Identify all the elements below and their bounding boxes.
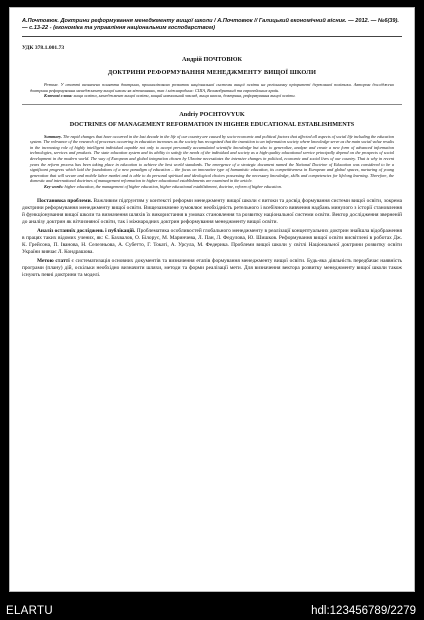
author-ua: Андрій ПОЧТОВЮК: [182, 56, 242, 63]
title-en: DOCTRINES OF MANAGEMENT REFORMATION IN HIGHER EDUCATIONAL ESTABLISHMENTS: [69, 120, 355, 128]
page-content: [22, 12, 402, 282]
paragraph-text: є систематизація основних документів та визначення етапів формування менеджменту вищої освіти. Будь-яка діяльність передбачає наявність програми (плану) дій, оскільки необхідно визначити шляхи, методи та форми реалізації мети. Для визначення вектора розвитку менеджменту вищої школи також існують певні доктрини та моделі.: [22, 258, 402, 278]
body-paragraph-problem: [22, 198, 402, 225]
udc-code: УДК 378.1.001.73: [22, 45, 65, 51]
section-divider: [22, 104, 402, 105]
paragraph-heading: Аналіз останніх досліджень і публікацій.: [37, 228, 136, 235]
keywords-ua: [30, 93, 394, 99]
viewer-footer: [0, 598, 424, 620]
article-body: [22, 198, 402, 278]
keywords-ua-text: вища освіта, менеджмент вищої освіти, вищий навчальний заклад, вища школа, доктрина, реформування вищої освіти.: [73, 93, 296, 99]
summary-en: [30, 134, 394, 184]
body-paragraph-goal: [22, 258, 402, 278]
handle-identifier: hdl:123456789/2279: [311, 605, 416, 617]
abstract-ua-text: Резюме. У статті визначено поняття доктрина, проаналізовано розвиток національної системи вищої освіти на регіонному пріоритеті державної політики. Автором досліджено доктрини реформування менеджменту вищої школи як вітчизняних, так і міжнародних: США, Великобританії та європейських країн.: [30, 82, 394, 93]
paragraph-heading: Постановка проблеми.: [37, 198, 92, 205]
keywords-en-text: higher education, the management of higher education, higher educational establishment, doctrine, reform of higher education.: [64, 183, 282, 189]
keywords-en: [30, 184, 394, 190]
title-ua: ДОКТРИНИ РЕФОРМУВАННЯ МЕНЕДЖМЕНТУ ВИЩОЇ ШКОЛИ: [107, 69, 317, 76]
body-paragraph-analysis: [22, 228, 402, 255]
paragraph-text: Проблематика особливостей глобального менеджменту в реалізації концептуальних доктрин знайшла відображення в працях таких відомих учених, як: Є. Бахвалов, О. Білорус, М. Маринчева, Л. Пан, Л. Федулова, Ю. Шишков. Реформування вищої освіти висвітлені в роботах Дж. К. Грейсона, П. Іванова, Н. Селезньова, А. Субетто, Г. Токаті, А. Урсула, М. Федерика. Проблеми вищої школи у світлі Національної доктрини розвитку освіти України вивчає Л. Кондрашова.: [22, 228, 403, 255]
author-en: Andriy POCHTOVYUK: [179, 110, 245, 118]
summary-en-text: The rapid changes that have occurred in the last decade in the life of our country are caused by socio-economic and political factors that affected all aspects of social life including the education system. The relevance of the research of processes occurring in education increases as the society has recognized that the transition to an information society where knowledge serve as the main social value results in the increasing role of highly intelligent individual capable not only to accept personally accumulated scientific knowledge but also to generalize, analyze and create a new form of advanced information technologies, services and products. The state education system and its ability to satisfy the needs of the individual and society as a high-quality educational service principally depend on the prospects of social development in the modern world. The way of European and global integration chosen by Ukraine necessitates the intensive changes in political, economic and social lives of our country. That is why in recent years the reform process has been taking place in education to achieve the best world standards. The emergence of a strategic document named the National Doctrine of Education was considered to be a significant progress which laid the foundations of a new paradigm of education – the focus on innovative type of humanistic education, its competitiveness in European and global spaces, nurturing of young generation that will secure and mobile labor market and is able to do personal spiritual and ideological choices possessing the necessary knowledge, skills and competencies for lifelong learning. Therefore, the domestic and international doctrines of management reformation in higher educational establishments are examined in the article.: [30, 133, 395, 184]
abstract-ua: [30, 82, 394, 99]
document-page: [9, 7, 415, 592]
repository-label: ELARTU: [6, 605, 53, 617]
citation-header: А.Почтовюк. Доктрини реформування менеджменту вищої школи / А.Почтовюк // Галицький економічний вісник. — 2012. — №6(39). — с.13-22 - (економіка та управління національним господарством): [22, 18, 402, 37]
summary-en-label: Summary.: [44, 133, 62, 139]
paragraph-heading: Метою статті: [37, 258, 70, 265]
paragraph-text: Важливим підґрунтям у контексті реформи менеджменту вищої школи є витоки та досвід формування системи вищої освіти, зокрема доктрини реформування менеджменту вищої освіти. Вищезазначене зумовлює необхідність ретельного і всебічного вивчення надбань минулого з історії становлення й функціонування вищої школи та визначення шляхів їх використання в умовах становлення та розвитку національної системи освіти. Вектор дослідження зверненій до аналізу доктрин як вітчизняної освіти, так і міжнародних доктрин реформування менеджменту вищої освіти.: [22, 198, 402, 225]
keywords-en-label: Key words:: [44, 183, 64, 189]
keywords-ua-label: Ключові слова:: [44, 93, 73, 99]
